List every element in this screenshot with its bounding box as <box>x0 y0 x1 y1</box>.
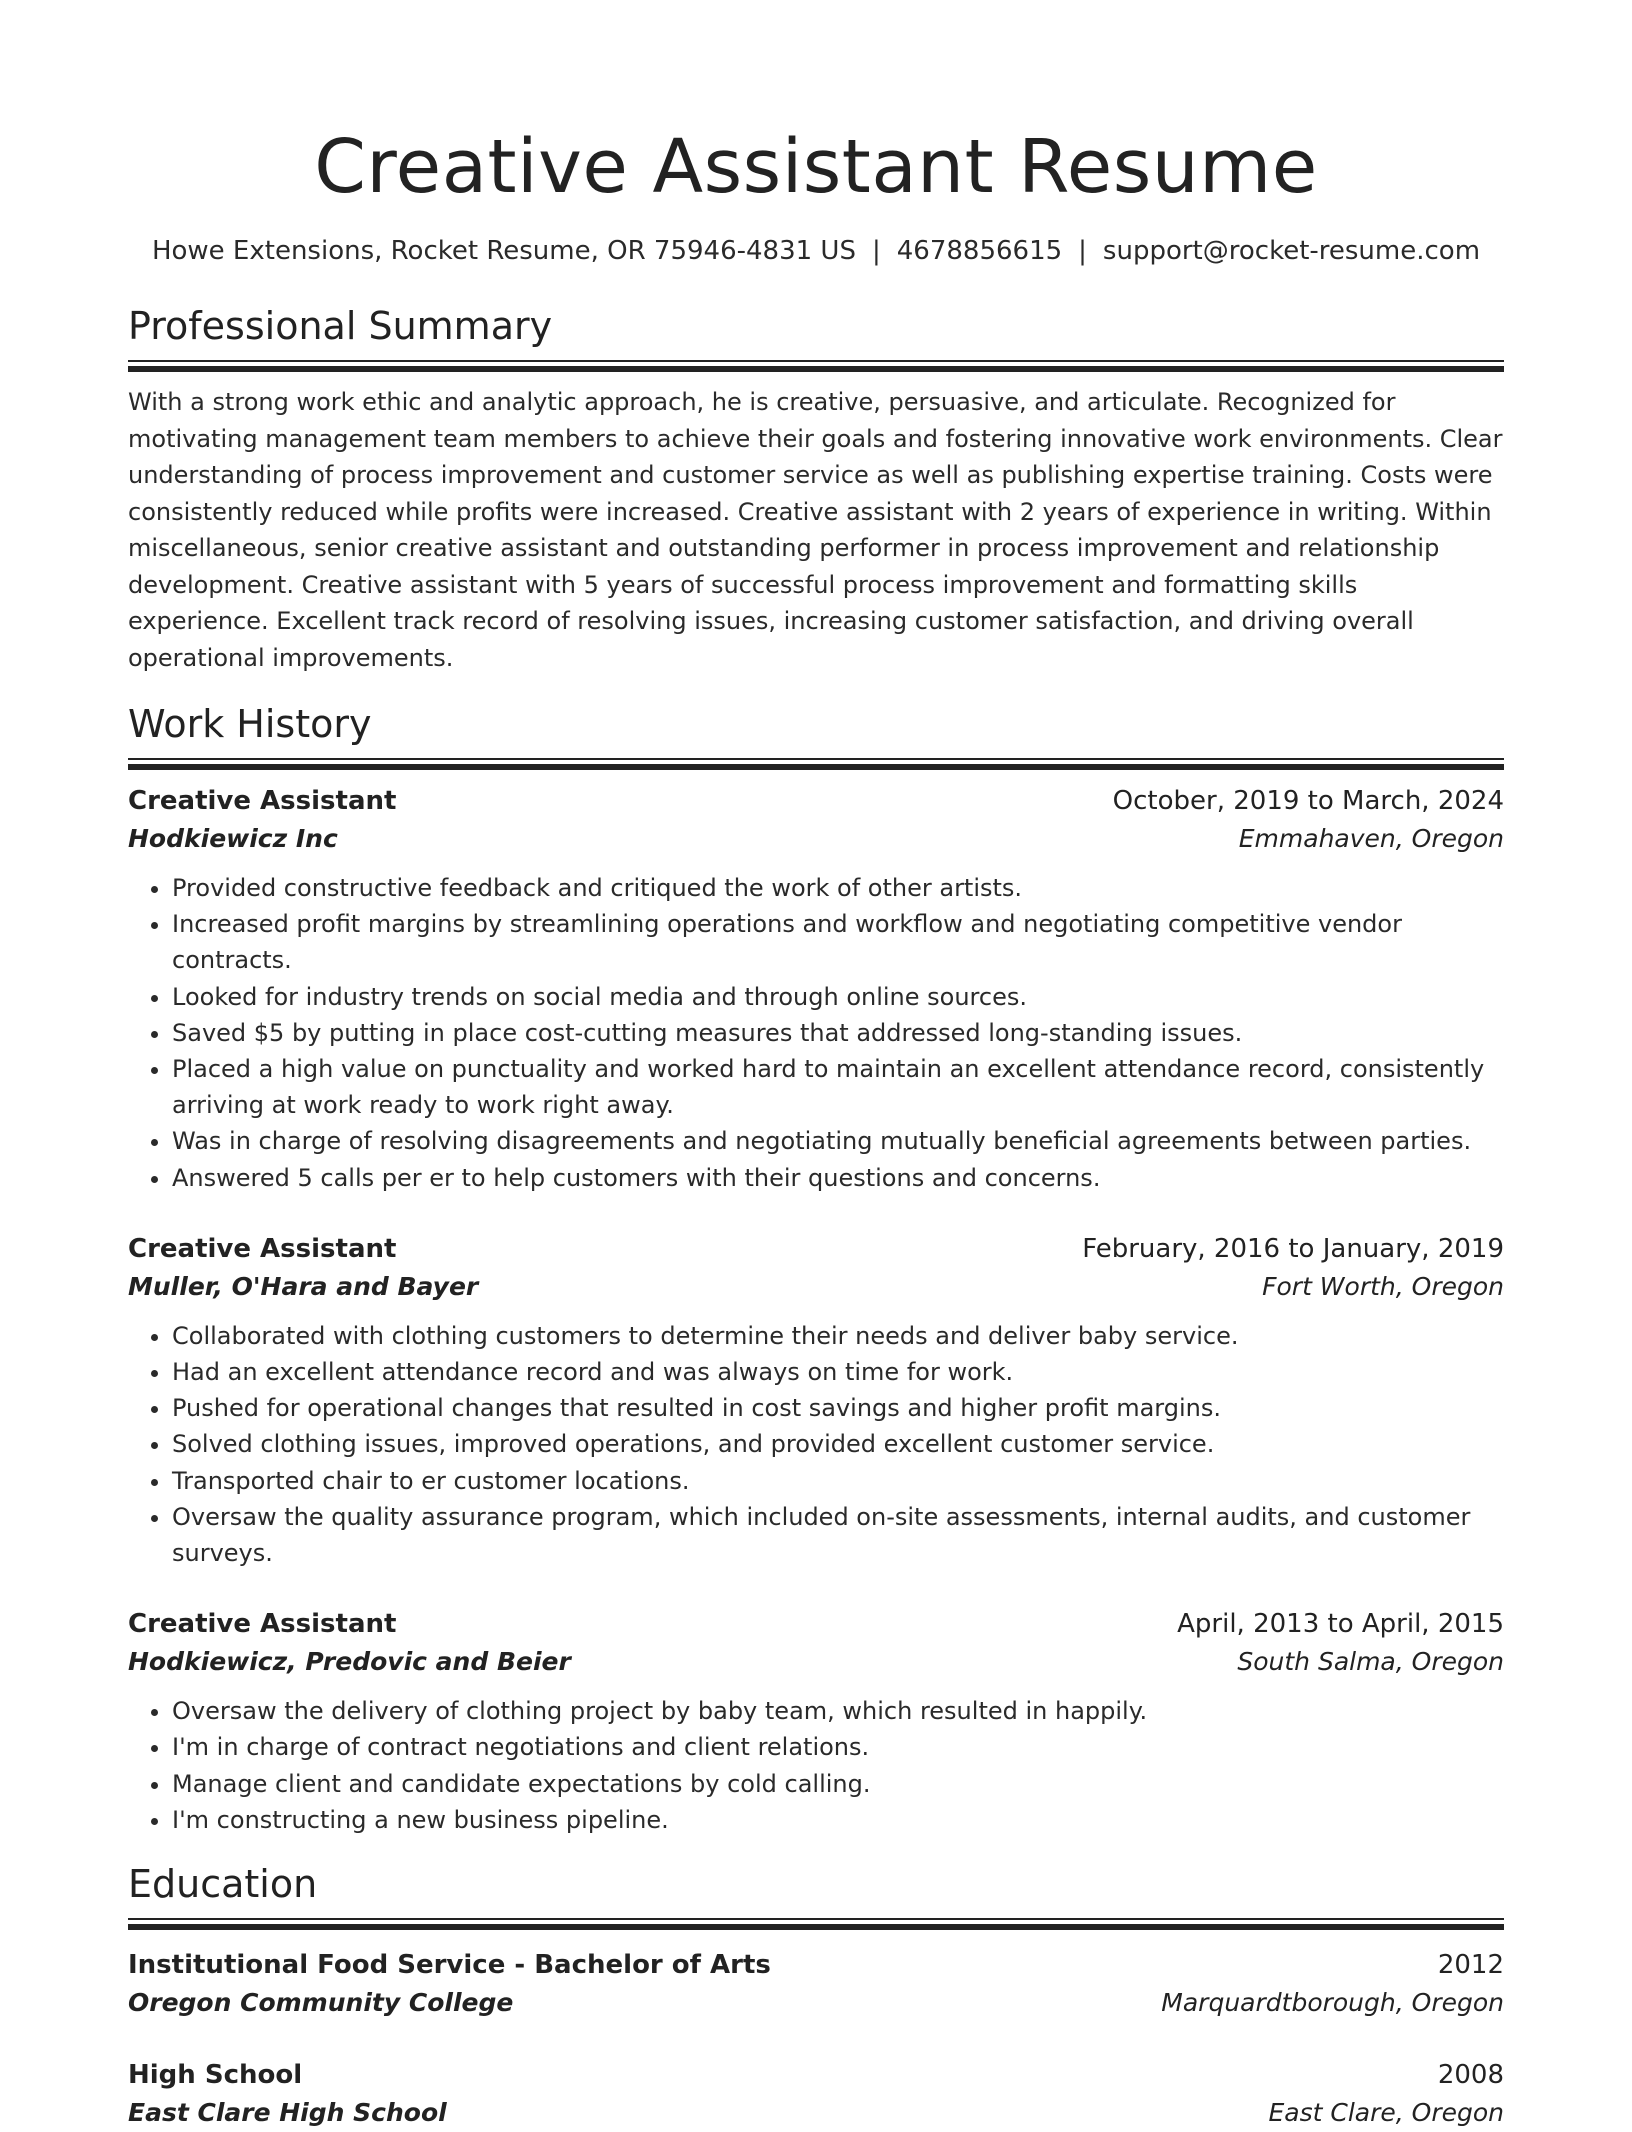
company-name: Hodkiewicz Inc <box>128 824 338 853</box>
job-duties-list <box>128 870 1504 1196</box>
work-history-section <box>128 700 1504 1838</box>
list-item: • Collaborated with clothing customers to determine their needs and deliver baby service. <box>172 1318 1504 1354</box>
job-duties-list <box>128 1318 1504 1571</box>
company-name: Muller, O'Hara and Bayer <box>128 1271 479 1301</box>
contact-separator: | <box>871 236 881 266</box>
job-location: Fort Worth, Oregon <box>1262 1271 1504 1301</box>
education-entry <box>128 2056 1504 2132</box>
list-item: • Placed a high value on punctuality and worked hard to maintain an excellent attendance record, consistently arriving at work ready to work right away. <box>172 1051 1504 1123</box>
degree-name: Institutional Food Service - Bachelor of Arts <box>128 1950 771 1981</box>
list-item: • Transported chair to er customer locations. <box>172 1463 1504 1499</box>
job-title: Creative Assistant <box>128 1233 397 1264</box>
section-divider <box>128 1918 1504 1930</box>
school-location: East Clare, Oregon <box>1268 2098 1504 2128</box>
job-duties-list <box>128 1693 1504 1838</box>
job-dates: April, 2013 to April, 2015 <box>1177 1609 1504 1640</box>
contact-address: Howe Extensions, Rocket Resume, OR 75946-4831 US <box>151 236 856 266</box>
education-section <box>128 1860 1504 2132</box>
job-entry <box>128 1605 1504 1838</box>
list-item: • Solved clothing issues, improved operations, and provided excellent customer service. <box>172 1426 1504 1462</box>
list-item: • Provided constructive feedback and critiqued the work of other artists. <box>172 870 1504 906</box>
section-divider <box>128 360 1504 372</box>
education-heading: Education <box>128 1862 318 1907</box>
school-location: Marquardtborough, Oregon <box>1161 1988 1504 2018</box>
list-item: • Had an excellent attendance record and was always on time for work. <box>172 1354 1504 1390</box>
list-item: • Looked for industry trends on social media and through online sources. <box>172 979 1504 1015</box>
job-location: Emmahaven, Oregon <box>1238 824 1504 853</box>
graduation-year: 2012 <box>1437 1950 1504 1981</box>
summary-text: With a strong work ethic and analytic approach, he is creative, persuasive, and articulate. Recognized for motivating management team members to achieve their goals and fostering innovative work environments. Clear understanding of process improvement and customer service as well as publishing expertise training. Costs were consistently reduced while profits were increased. Creative assistant with 2 years of experience in writing. Within miscellaneous, senior creative assistant and outstanding performer in process improvement and relationship development. Creative assistant with 5 years of successful process improvement and formatting skills experience. Excellent track record of resolving issues, increasing customer satisfaction, and driving overall operational improvements. <box>128 388 1503 672</box>
job-dates: October, 2019 to March, 2024 <box>1112 786 1504 816</box>
job-location: South Salma, Oregon <box>1237 1647 1504 1677</box>
contact-phone: 4678856615 <box>896 236 1063 266</box>
resume-title: Creative Assistant Resume <box>314 124 1318 210</box>
list-item: • Oversaw the delivery of clothing project by baby team, which resulted in happily. <box>172 1693 1504 1729</box>
education-entry <box>128 1946 1504 2022</box>
list-item: • Saved $5 by putting in place cost-cutting measures that addressed long-standing issues. <box>172 1015 1504 1051</box>
list-item: • Manage client and candidate expectations by cold calling. <box>172 1766 1504 1802</box>
list-item: • I'm constructing a new business pipeline. <box>172 1802 1504 1838</box>
work-history-heading: Work History <box>128 702 372 746</box>
contact-separator: | <box>1078 236 1087 266</box>
section-divider <box>128 758 1504 770</box>
list-item: • Was in charge of resolving disagreements and negotiating mutually beneficial agreements between parties. <box>172 1123 1504 1159</box>
contact-email: support@rocket-resume.com <box>1102 236 1481 266</box>
job-entry <box>128 782 1504 1196</box>
school-name: East Clare High School <box>128 2098 447 2128</box>
job-title: Creative Assistant <box>128 1609 397 1640</box>
job-title: Creative Assistant <box>128 786 397 816</box>
list-item: • Answered 5 calls per er to help customers with their questions and concerns. <box>172 1160 1504 1196</box>
company-name: Hodkiewicz, Predovic and Beier <box>128 1647 571 1677</box>
summary-section <box>128 302 1504 676</box>
job-entry <box>128 1230 1504 1571</box>
school-name: Oregon Community College <box>128 1988 514 2018</box>
job-dates: February, 2016 to January, 2019 <box>1082 1233 1504 1264</box>
list-item: • Oversaw the quality assurance program, which included on-site assessments, internal audits, and customer surveys. <box>172 1499 1504 1571</box>
list-item: • I'm in charge of contract negotiations and client relations. <box>172 1729 1504 1765</box>
list-item: • Increased profit margins by streamlining operations and workflow and negotiating competitive vendor contracts. <box>172 906 1504 978</box>
degree-name: High School <box>128 2060 303 2091</box>
contact-line <box>128 234 1504 268</box>
list-item: • Pushed for operational changes that resulted in cost savings and higher profit margins. <box>172 1390 1504 1426</box>
graduation-year: 2008 <box>1437 2060 1504 2091</box>
summary-heading: Professional Summary <box>128 304 553 348</box>
resume-page <box>128 0 1504 2132</box>
